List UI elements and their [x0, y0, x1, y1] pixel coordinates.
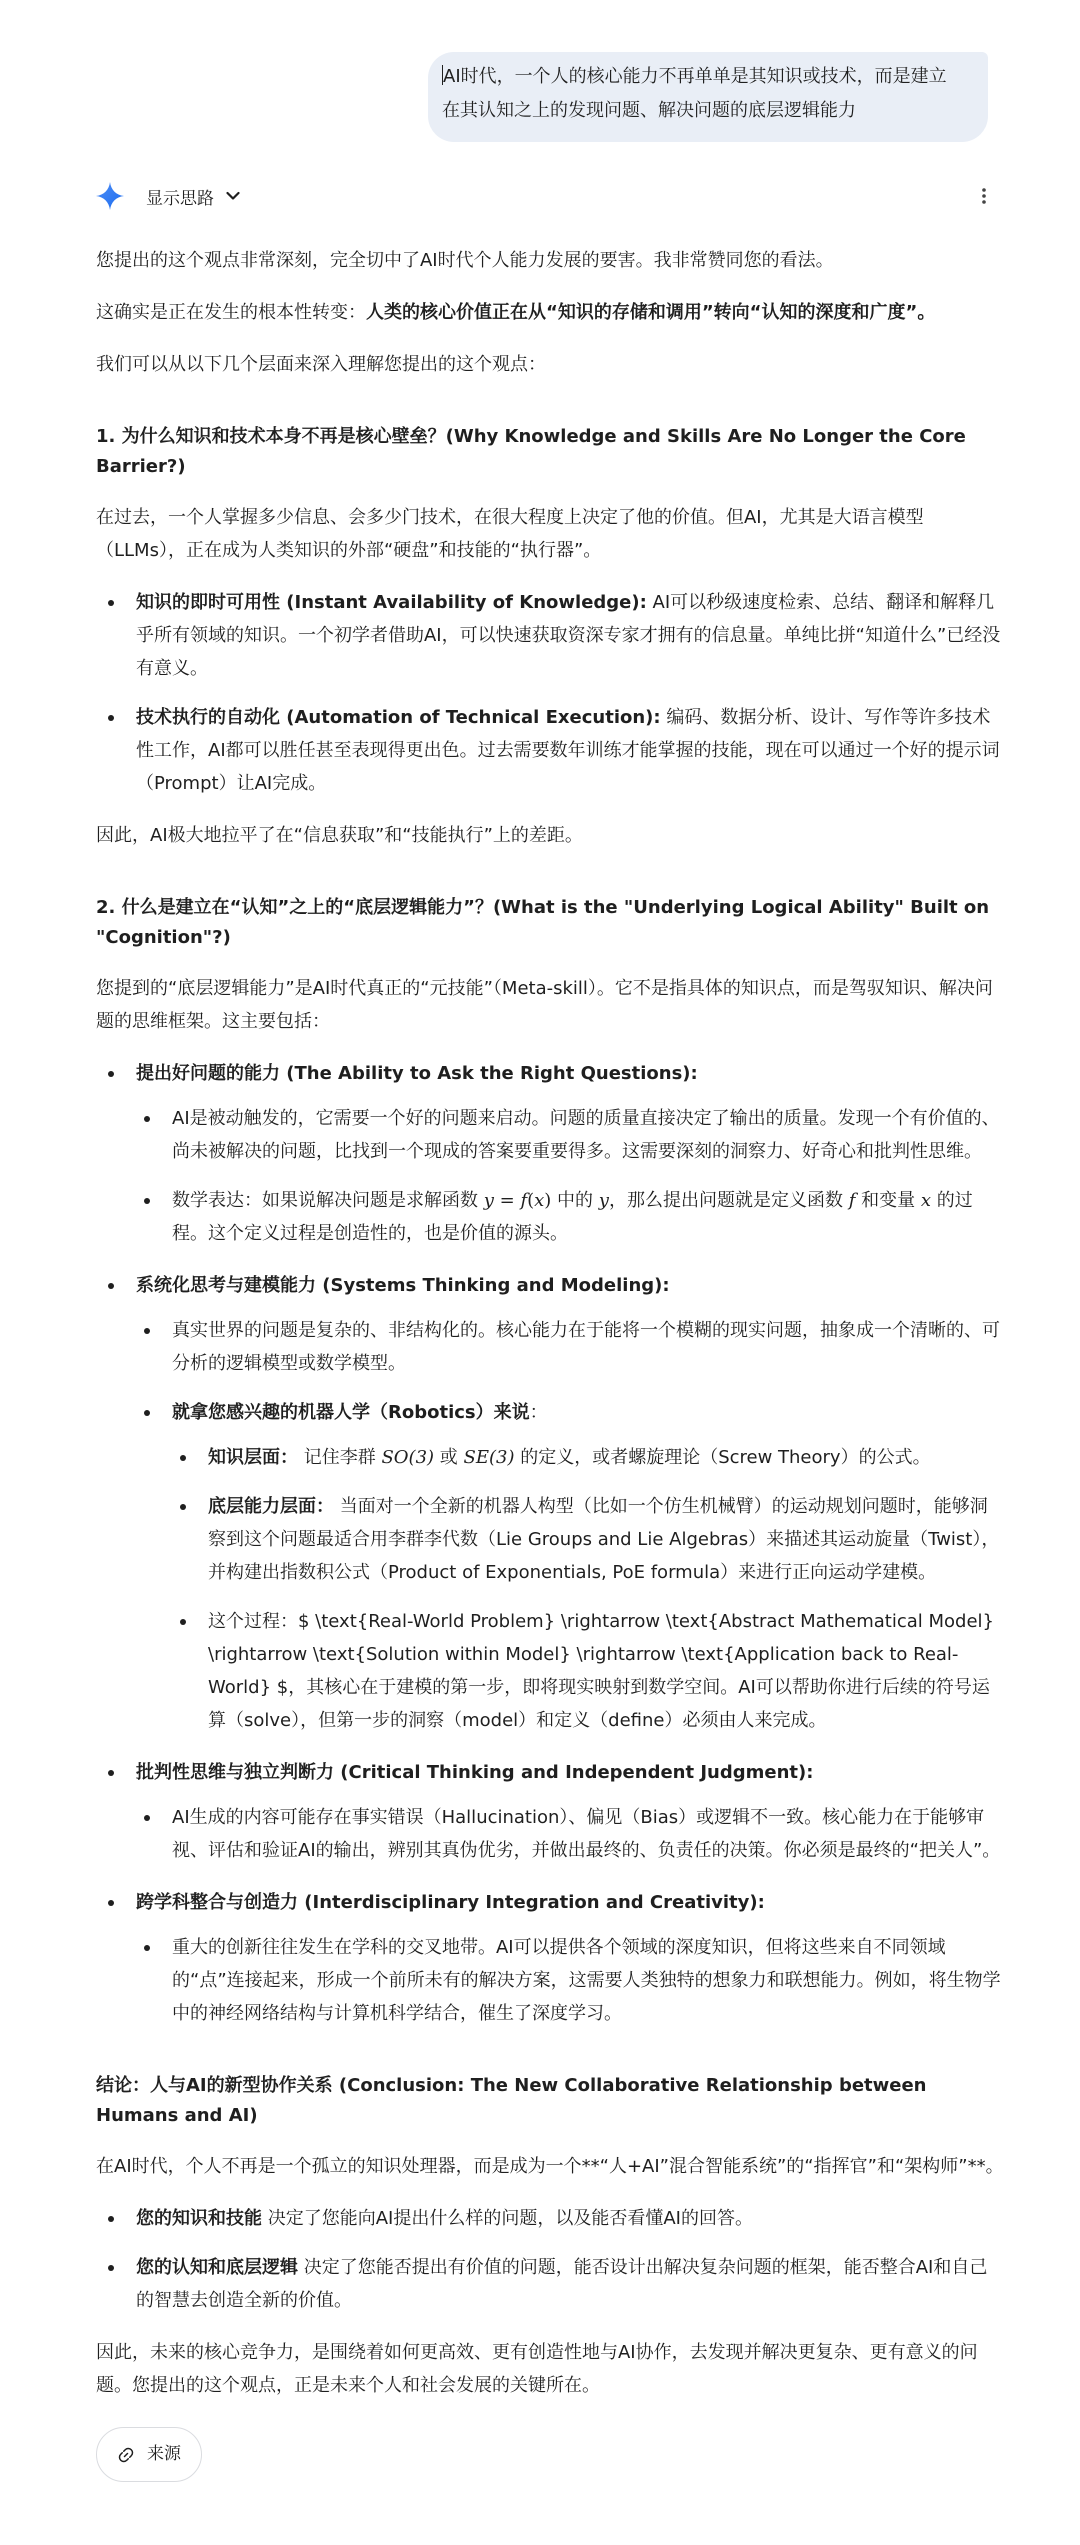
response-content	[96, 244, 1004, 2482]
sources-button[interactable]	[96, 2427, 202, 2482]
section-2-heading: 2. 什么是建立在“认知”之上的“底层逻辑能力”？(What is the "Underlying Logical Ability" Built on "Cognition"?)	[96, 897, 990, 948]
section-1-heading: 1. 为什么知识和技术本身不再是核心壁垒？(Why Knowledge and Skills Are No Longer the Core Barrier?)	[96, 426, 966, 477]
list-item: 知识的即时可用性 (Instant Availability of Knowledge): AI可以秒级速度检索、总结、翻译和解释几乎所有领域的知识。一个初学者借助AI，可以快速获取资深专家才拥有的信息量。单纯比拼“知道什么”已经没有意义。	[136, 586, 1004, 685]
list-item: 您的认知和底层逻辑 决定了您能否提出有价值的问题，能否设计出解决复杂问题的框架，能否整合AI和自己的智慧去创造全新的价值。	[136, 2251, 1004, 2317]
user-message-text: AI时代，一个人的核心能力不再单单是其知识或技术，而是建立在其认知之上的发现问题、解决问题的底层逻辑能力	[442, 66, 947, 121]
section-1-conclusion: 因此，AI极大地拉平了在“信息获取”和“技能执行”上的差距。	[96, 825, 583, 846]
list-item: AI是被动触发的，它需要一个好的问题来启动。问题的质量直接决定了输出的质量。发现一个有价值的、尚未被解决的问题，比找到一个现成的答案要重要得多。这需要深刻的洞察力、好奇心和批判性思维。	[172, 1102, 1004, 1168]
section-1-list	[96, 586, 1004, 800]
list-item: 系统化思考与建模能力 (Systems Thinking and Modeling): 真实世界的问题是复杂的、非结构化的。核心能力在于能将一个模糊的现实问题，抽象成一个清晰的、可分析的逻辑模型或数学模型。 就拿您感兴趣的机器人学（Robotics）来说： 知识层面： 记住李群 SO(3) 或 SE(3) 的定义，或者螺旋理论（Screw Theory）的公式。 底层能力层面： 当面对一个全新的机器人构型（比如一个仿生机械臂）的运动规划问题时，能够洞察到这个问题最适合用李群李代数（Lie Groups and Lie Algebras）来描述其运动旋量（Twist），并构建出指数积公式（Product of Exponentials, PoE formula）来进行正向运动学建模。 这个过程：$ \text{Real-World Problem} \rightarrow \text{Abstract Mathematical Model} \rightarrow \text{Solution within Model} \rightarrow \text{Application back to Real-World} $，其核心在于建模的第一步，即将现实映射到数学空间。AI可以帮助你进行后续的符号运算（solve），但第一步的洞察（model）和定义（define）必须由人来完成。	[136, 1269, 1004, 1737]
sources-label: 来源	[147, 2444, 181, 2464]
list-item: 您的知识和技能 决定了您能向AI提出什么样的问题，以及能否看懂AI的回答。	[136, 2202, 1004, 2235]
response-intro: 您提出的这个观点非常深刻，完全切中了AI时代个人能力发展的要害。我非常赞同您的看法。	[96, 250, 834, 271]
list-item: 知识层面： 记住李群 SO(3) 或 SE(3) 的定义，或者螺旋理论（Screw Theory）的公式。	[208, 1441, 1004, 1474]
section-2-paragraph: 您提到的“底层逻辑能力”是AI时代真正的“元技能”（Meta-skill）。它不是指具体的知识点，而是驾驭知识、解决问题的思维框架。这主要包括：	[96, 978, 993, 1032]
conclusion-list	[96, 2202, 1004, 2317]
list-item: 数学表达：如果说解决问题是求解函数 y = f(x) 中的 y，那么提出问题就是定义函数 f 和变量 x 的过程。这个定义过程是创造性的，也是价值的源头。	[172, 1184, 1004, 1250]
response-header	[96, 176, 996, 216]
final-paragraph: 因此，未来的核心竞争力，是围绕着如何更高效、更有创造性地与AI协作，去发现并解决更复杂、更有意义的问题。您提出的这个观点，正是未来个人和社会发展的关键所在。	[96, 2342, 978, 2396]
response-shift: 这确实是正在发生的根本性转变：人类的核心价值正在从“知识的存储和调用”转向“认知的深度和广度”。	[96, 302, 936, 323]
list-item: 这个过程：$ \text{Real-World Problem} \rightarrow \text{Abstract Mathematical Model} \rightarrow \text{Solution within Model} \rightarrow \text{Application back to Real-World} $，其核心在于建模的第一步，即将现实映射到数学空间。AI可以帮助你进行后续的符号运算（solve），但第一步的洞察（model）和定义（define）必须由人来完成。	[208, 1605, 1004, 1737]
list-item: 技术执行的自动化 (Automation of Technical Execution): 编码、数据分析、设计、写作等许多技术性工作，AI都可以胜任甚至表现得更出色。过去需要数年训练才能掌握的技能，现在可以通过一个好的提示词（Prompt）让AI完成。	[136, 701, 1004, 800]
list-item: 真实世界的问题是复杂的、非结构化的。核心能力在于能将一个模糊的现实问题，抽象成一个清晰的、可分析的逻辑模型或数学模型。	[172, 1314, 1004, 1380]
chevron-down-icon	[226, 191, 240, 201]
more-vert-icon[interactable]	[972, 184, 996, 208]
section-2-list	[96, 1057, 1004, 2030]
list-item: 就拿您感兴趣的机器人学（Robotics）来说： 知识层面： 记住李群 SO(3) 或 SE(3) 的定义，或者螺旋理论（Screw Theory）的公式。 底层能力层面： 当面对一个全新的机器人构型（比如一个仿生机械臂）的运动规划问题时，能够洞察到这个问题最适合用李群李代数（Lie Groups and Lie Algebras）来描述其运动旋量（Twist），并构建出指数积公式（Product of Exponentials, PoE formula）来进行正向运动学建模。 这个过程：$ \text{Real-World Problem} \rightarrow \text{Abstract Mathematical Model} \rightarrow \text{Solution within Model} \rightarrow \text{Application back to Real-World} $，其核心在于建模的第一步，即将现实映射到数学空间。AI可以帮助你进行后续的符号运算（solve），但第一步的洞察（model）和定义（define）必须由人来完成。	[172, 1396, 1004, 1737]
show-thinking-toggle[interactable]	[146, 176, 240, 216]
user-message-bubble	[428, 52, 988, 142]
list-item: 重大的创新往往发生在学科的交叉地带。AI可以提供各个领域的深度知识，但将这些来自不同领域的“点”连接起来，形成一个前所未有的解决方案，这需要人类独特的想象力和联想能力。例如，将生物学中的神经网络结构与计算机科学结合，催生了深度学习。	[172, 1931, 1004, 2030]
math-formula: y = f(x)	[483, 1190, 552, 1211]
list-item: AI生成的内容可能存在事实错误（Hallucination）、偏见（Bias）或逻辑不一致。核心能力在于能够审视、评估和验证AI的输出，辨别其真伪优劣，并做出最终的、负责任的决策。你必须是最终的“把关人”。	[172, 1801, 1004, 1867]
conclusion-paragraph: 在AI时代，个人不再是一个孤立的知识处理器，而是成为一个**“人+AI”混合智能系统”的“指挥官”和“架构师”**。	[96, 2156, 1004, 2177]
link-icon	[117, 2446, 135, 2464]
list-item: 跨学科整合与创造力 (Interdisciplinary Integration and Creativity): 重大的创新往往发生在学科的交叉地带。AI可以提供各个领域的深度知识，但将这些来自不同领域的“点”连接起来，形成一个前所未有的解决方案，这需要人类独特的想象力和联想能力。例如，将生物学中的神经网络结构与计算机科学结合，催生了深度学习。	[136, 1886, 1004, 2030]
section-1-paragraph: 在过去，一个人掌握多少信息、会多少门技术，在很大程度上决定了他的价值。但AI，尤其是大语言模型（LLMs），正在成为人类知识的外部“硬盘”和技能的“执行器”。	[96, 507, 924, 561]
list-item: 提出好问题的能力 (The Ability to Ask the Right Questions): AI是被动触发的，它需要一个好的问题来启动。问题的质量直接决定了输出的质量。发现一个有价值的、尚未被解决的问题，比找到一个现成的答案要重要得多。这需要深刻的洞察力、好奇心和批判性思维。 数学表达：如果说解决问题是求解函数 y = f(x) 中的 y，那么提出问题就是定义函数 f 和变量 x 的过程。这个定义过程是创造性的，也是价值的源头。	[136, 1057, 1004, 1250]
conclusion-heading: 结论：人与AI的新型协作关系 (Conclusion: The New Collaborative Relationship between Humans and AI)	[96, 2075, 927, 2126]
gemini-sparkle-icon	[96, 182, 124, 210]
list-item: 批判性思维与独立判断力 (Critical Thinking and Independent Judgment): AI生成的内容可能存在事实错误（Hallucination）、偏见（Bias）或逻辑不一致。核心能力在于能够审视、评估和验证AI的输出，辨别其真伪优劣，并做出最终的、负责任的决策。你必须是最终的“把关人”。	[136, 1756, 1004, 1867]
list-item: 底层能力层面： 当面对一个全新的机器人构型（比如一个仿生机械臂）的运动规划问题时，能够洞察到这个问题最适合用李群李代数（Lie Groups and Lie Algebras）来描述其运动旋量（Twist），并构建出指数积公式（Product of Exponentials, PoE formula）来进行正向运动学建模。	[208, 1490, 1004, 1589]
show-thinking-label: 显示思路	[146, 188, 214, 209]
response-layers-intro: 我们可以从以下几个层面来深入理解您提出的这个观点：	[96, 354, 546, 375]
